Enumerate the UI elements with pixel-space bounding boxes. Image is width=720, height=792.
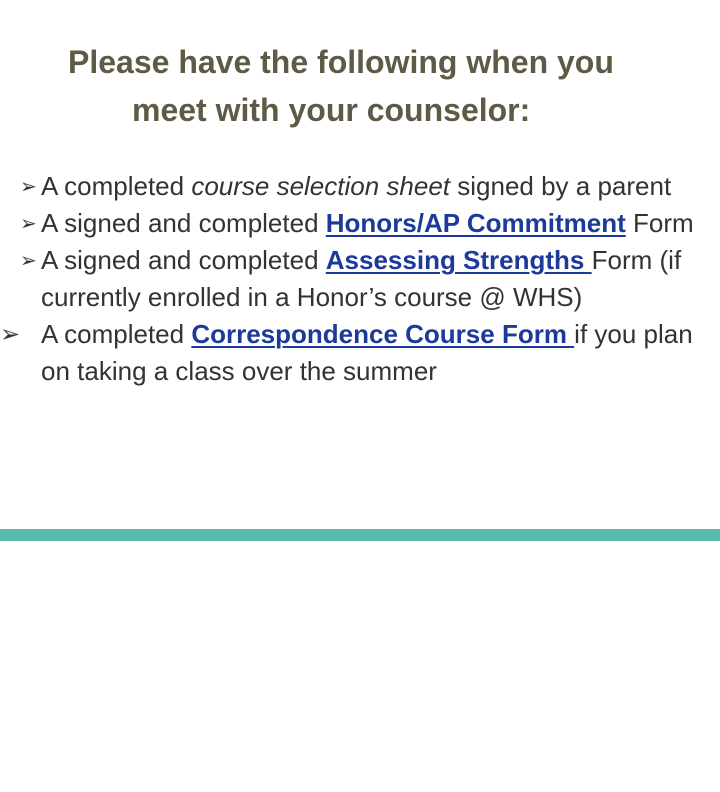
item-text: A signed and completed xyxy=(41,208,326,238)
arrow-bullet-icon: ➢ xyxy=(20,174,37,198)
item-text: A completed xyxy=(41,171,192,201)
correspondence-course-form-link[interactable]: Correspondence Course Form xyxy=(191,319,575,349)
list-item-course-selection xyxy=(0,168,700,205)
title-line-1: Please have the following when you xyxy=(68,44,614,80)
item-text: A completed xyxy=(41,319,192,349)
honors-ap-commitment-link[interactable]: Honors/AP Commitment xyxy=(325,208,626,238)
list-item-honors-ap xyxy=(0,205,700,242)
page-title xyxy=(0,38,720,134)
list-item-correspondence xyxy=(0,316,700,390)
arrow-bullet-icon: ➢ xyxy=(20,248,37,272)
item-text: Form xyxy=(625,208,694,238)
item-text: if you plan on taking a class over the summer xyxy=(41,319,693,386)
item-text: A signed and completed xyxy=(41,245,326,275)
arrow-bullet-icon: ➢ xyxy=(0,320,21,348)
list-item-assessing-strengths xyxy=(0,242,700,316)
requirements-list xyxy=(0,168,700,390)
title-line-2: meet with your counselor: xyxy=(132,92,531,128)
course-selection-sheet-text: course selection sheet xyxy=(191,171,451,201)
divider-bar xyxy=(0,529,720,541)
item-text: signed by a parent xyxy=(450,171,672,201)
arrow-bullet-icon: ➢ xyxy=(20,211,37,235)
assessing-strengths-link[interactable]: Assessing Strengths xyxy=(325,245,592,275)
item-text: Form (if currently enrolled in a Honor’s course @ WHS) xyxy=(41,245,682,312)
